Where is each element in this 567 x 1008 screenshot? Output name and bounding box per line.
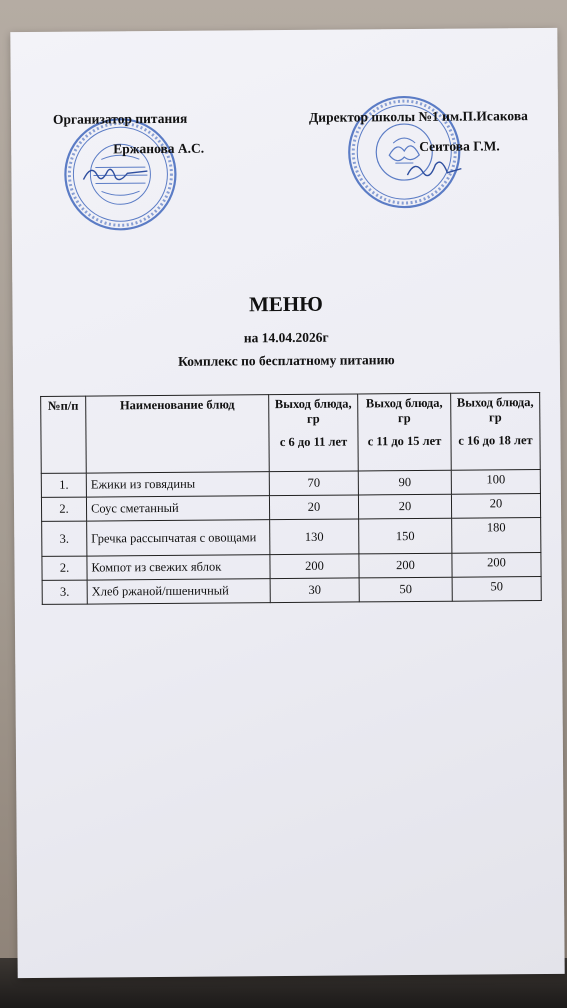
row-number: 2.: [42, 556, 87, 580]
portion-11-15: 150: [359, 518, 452, 554]
row-number: 3.: [42, 521, 87, 556]
portion-6-11: 30: [270, 578, 359, 603]
director-signature-name: Сеитова Г.М.: [419, 138, 500, 154]
organizer-role: Организатор питания: [52, 110, 188, 127]
portion-11-15: 50: [359, 577, 452, 602]
row-number: 3.: [42, 580, 87, 604]
portion-11-15: 90: [358, 470, 451, 495]
menu-table: [40, 392, 542, 605]
signature-left: [81, 161, 151, 188]
table-row: [42, 518, 541, 557]
director-block: [309, 108, 528, 156]
column-header-age-6-11: Выход блюда, гр с 6 до 11 лет: [269, 394, 359, 472]
portion-6-11: 200: [270, 554, 359, 579]
column-header-age-11-15: Выход блюда, гр с 11 до 15 лет: [358, 393, 452, 471]
row-number: 1.: [41, 473, 86, 497]
portion-6-11: 70: [269, 471, 358, 496]
portion-16-18: 50: [452, 577, 541, 602]
dish-name: Соус сметанный: [86, 496, 269, 521]
organizer-block: [53, 111, 204, 158]
table-row: [42, 577, 541, 605]
director-role: Директор школы №1 им.П.Исакова: [308, 108, 528, 125]
column-header-dish: Наименование блюд: [86, 395, 270, 473]
portion-16-18: 100: [451, 470, 540, 495]
portion-11-15: 200: [359, 553, 452, 578]
portion-11-15: 20: [358, 494, 451, 519]
portion-16-18: 20: [451, 494, 540, 519]
dish-name: Гречка рассыпчатая с овощами: [87, 520, 270, 556]
column-header-number: №п/п: [41, 396, 87, 473]
dish-name: Хлеб ржаной/пшеничный: [87, 579, 270, 604]
portion-6-11: 20: [269, 495, 358, 520]
signature-right: [403, 155, 463, 183]
menu-subtitle: Комплекс по бесплатному питанию: [178, 352, 395, 369]
dish-name: Компот из свежих яблок: [87, 555, 270, 580]
table-header-row: [41, 393, 541, 474]
menu-date: на 14.04.2026г: [243, 329, 329, 346]
menu-document: [10, 28, 564, 978]
column-header-age-16-18: Выход блюда, гр с 16 до 18 лет: [451, 393, 541, 471]
page-title: МЕНЮ: [248, 291, 323, 317]
row-number: 2.: [41, 497, 86, 521]
organizer-signature-name: Ержанова А.С.: [113, 140, 205, 157]
portion-16-18: 200: [452, 553, 541, 578]
portion-16-18: 180: [452, 518, 541, 554]
portion-6-11: 130: [270, 519, 359, 555]
dish-name: Ежики из говядины: [86, 472, 269, 497]
